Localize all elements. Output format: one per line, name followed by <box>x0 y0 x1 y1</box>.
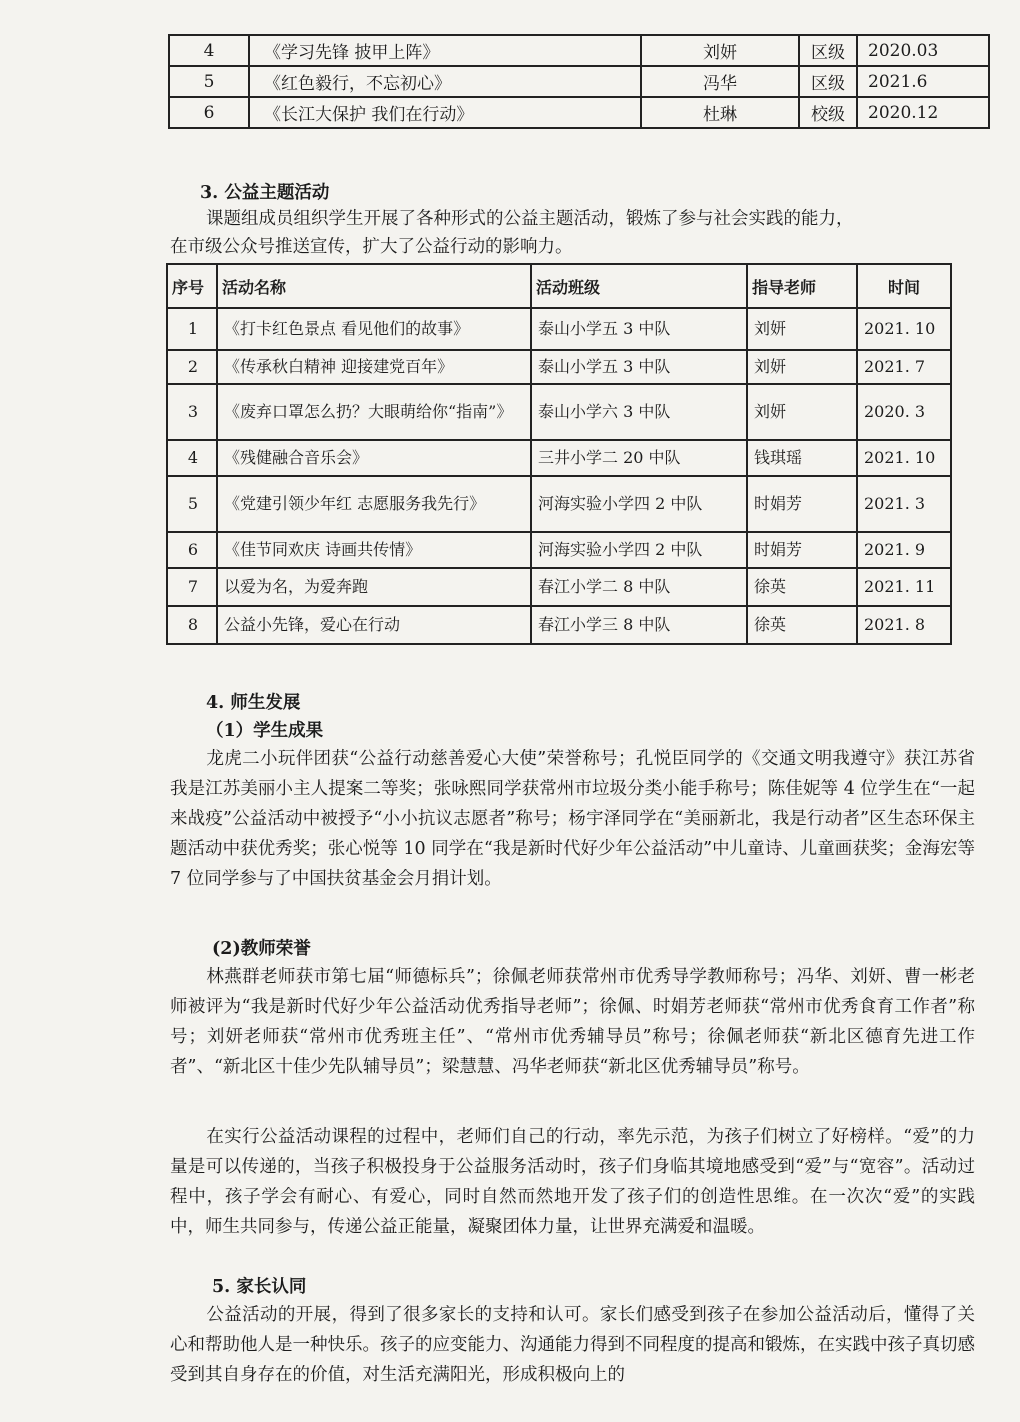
teacher-honors-heading: (2)教师荣誉 <box>212 939 311 959</box>
table-row <box>169 97 989 128</box>
activity-name: 《党建引领少年红 志愿服务我先行》 <box>217 476 531 532</box>
award-date: 2020.03 <box>857 35 989 66</box>
activity-class: 河海实验小学四 2 中队 <box>531 532 747 568</box>
table-row <box>167 440 951 476</box>
activity-teacher: 钱琪瑶 <box>747 440 857 476</box>
award-table <box>168 34 990 129</box>
row-number: 8 <box>167 606 217 644</box>
activity-name: 公益小先锋，爱心在行动 <box>217 606 531 644</box>
activity-teacher: 徐英 <box>747 568 857 606</box>
table-row <box>169 66 989 97</box>
header-activity-name: 活动名称 <box>217 264 531 308</box>
row-number: 4 <box>167 440 217 476</box>
work-title: 《长江大保护 我们在行动》 <box>249 97 641 128</box>
activity-teacher: 刘妍 <box>747 384 857 440</box>
student-results-paragraph <box>170 744 975 894</box>
row-number: 3 <box>167 384 217 440</box>
teacher-name: 杜琳 <box>641 97 799 128</box>
activity-time: 2021. 7 <box>857 350 951 384</box>
activity-class: 河海实验小学四 2 中队 <box>531 476 747 532</box>
reflection-paragraph <box>170 1122 975 1242</box>
activity-class: 泰山小学五 3 中队 <box>531 308 747 350</box>
table-row <box>169 35 989 66</box>
teacher-name: 刘妍 <box>641 35 799 66</box>
activity-teacher: 刘妍 <box>747 308 857 350</box>
work-title: 《红色毅行，不忘初心》 <box>249 66 641 97</box>
activity-name: 《废弃口罩怎么扔？大眼萌给你“指南”》 <box>217 384 531 440</box>
row-number: 4 <box>169 35 249 66</box>
table-row <box>167 606 951 644</box>
activity-class: 春江小学三 8 中队 <box>531 606 747 644</box>
student-results-text: 龙虎二小玩伴团获“公益行动慈善爱心大使”荣誉称号；孔悦臣同学的《交通文明我遵守》获江苏省我是江苏美丽小主人提案二等奖；张咏熙同学获常州市垃圾分类小能手称号；陈佳妮等 4 位学生在“一起来战疫”公益活动中被授予“小小抗议志愿者”称号；杨宇泽同学在“美丽新北，我是行动者”区生态环保主题活动中获优秀奖；张心悦等 10 同学在“我是新时代好少年公益活动”中儿童诗、儿童画获奖；金海宏等 7 位同学参与了中国扶贫基金会月捐计划。 <box>170 749 975 889</box>
reflection-text: 在实行公益活动课程的过程中，老师们自己的行动，率先示范，为孩子们树立了好榜样。“爱”的力量是可以传递的，当孩子积极投身于公益服务活动时，孩子们身临其境地感受到“爱”与“宽容”。活动过程中，孩子学会有耐心、有爱心，同时自然而然地开发了孩子们的创造性思维。在一次次“爱”的实践中，师生共同参与，传递公益正能量，凝聚团体力量，让世界充满爱和温暖。 <box>170 1127 975 1237</box>
activity-time: 2021. 11 <box>857 568 951 606</box>
table-row <box>167 384 951 440</box>
activity-time: 2020. 3 <box>857 384 951 440</box>
row-number: 7 <box>167 568 217 606</box>
award-date: 2020.12 <box>857 97 989 128</box>
activity-teacher: 时娟芳 <box>747 532 857 568</box>
section-3-line-1: 课题组成员组织学生开展了各种形式的公益主题活动，锻炼了参与社会实践的能力， <box>206 209 854 229</box>
activity-time: 2021. 10 <box>857 440 951 476</box>
activity-time: 2021. 9 <box>857 532 951 568</box>
teacher-name: 冯华 <box>641 66 799 97</box>
table-row <box>167 532 951 568</box>
activity-teacher: 时娟芳 <box>747 476 857 532</box>
award-level: 校级 <box>799 97 857 128</box>
row-number: 5 <box>169 66 249 97</box>
table-row <box>167 308 951 350</box>
activity-time: 2021. 3 <box>857 476 951 532</box>
activity-teacher: 刘妍 <box>747 350 857 384</box>
activity-time: 2021. 8 <box>857 606 951 644</box>
activity-table <box>166 263 952 645</box>
section-3-line-2: 在市级公众号推送宣传，扩大了公益行动的影响力。 <box>170 237 573 257</box>
activity-class: 春江小学二 8 中队 <box>531 568 747 606</box>
parent-recognition-text: 公益活动的开展，得到了很多家长的支持和认可。家长们感受到孩子在参加公益活动后，懂得了关心和帮助他人是一种快乐。孩子的应变能力、沟通能力得到不同程度的提高和锻炼，在实践中孩子真切感受到其自身存在的价值，对生活充满阳光，形成积极向上的 <box>170 1305 975 1385</box>
section-5-heading: 5. 家长认同 <box>212 1277 307 1297</box>
row-number: 6 <box>169 97 249 128</box>
activity-name: 《传承秋白精神 迎接建党百年》 <box>217 350 531 384</box>
header-time: 时间 <box>857 264 951 308</box>
table-row <box>167 350 951 384</box>
activity-name: 《残健融合音乐会》 <box>217 440 531 476</box>
award-level: 区级 <box>799 66 857 97</box>
activity-class: 三井小学二 20 中队 <box>531 440 747 476</box>
table-header-row <box>167 264 951 308</box>
teacher-honors-text: 林燕群老师获市第七届“师德标兵”；徐佩老师获常州市优秀导学教师称号；冯华、刘妍、曹一彬老师被评为“我是新时代好少年公益活动优秀指导老师”；徐佩、时娟芳老师获“常州市优秀食育工作者”称号；刘妍老师获“常州市优秀班主任”、“常州市优秀辅导员”称号；徐佩老师获“新北区德育先进工作者”、“新北区十佳少先队辅导员”；梁慧慧、冯华老师获“新北区优秀辅导员”称号。 <box>170 967 975 1077</box>
activity-class: 泰山小学五 3 中队 <box>531 350 747 384</box>
award-level: 区级 <box>799 35 857 66</box>
table-row <box>167 476 951 532</box>
award-date: 2021.6 <box>857 66 989 97</box>
parent-recognition-paragraph <box>170 1300 975 1390</box>
header-number: 序号 <box>167 264 217 308</box>
row-number: 2 <box>167 350 217 384</box>
table-row <box>167 568 951 606</box>
activity-teacher: 徐英 <box>747 606 857 644</box>
row-number: 1 <box>167 308 217 350</box>
activity-name: 《打卡红色景点 看见他们的故事》 <box>217 308 531 350</box>
row-number: 6 <box>167 532 217 568</box>
section-3-heading: 3. 公益主题活动 <box>200 183 330 203</box>
activity-name: 《佳节同欢庆 诗画共传情》 <box>217 532 531 568</box>
header-class: 活动班级 <box>531 264 747 308</box>
activity-time: 2021. 10 <box>857 308 951 350</box>
activity-name: 以爱为名，为爱奔跑 <box>217 568 531 606</box>
row-number: 5 <box>167 476 217 532</box>
teacher-honors-paragraph <box>170 962 975 1082</box>
section-4-heading: 4. 师生发展 <box>206 693 301 713</box>
work-title: 《学习先锋 披甲上阵》 <box>249 35 641 66</box>
header-teacher: 指导老师 <box>747 264 857 308</box>
activity-class: 泰山小学六 3 中队 <box>531 384 747 440</box>
student-results-heading: （1）学生成果 <box>206 721 324 741</box>
